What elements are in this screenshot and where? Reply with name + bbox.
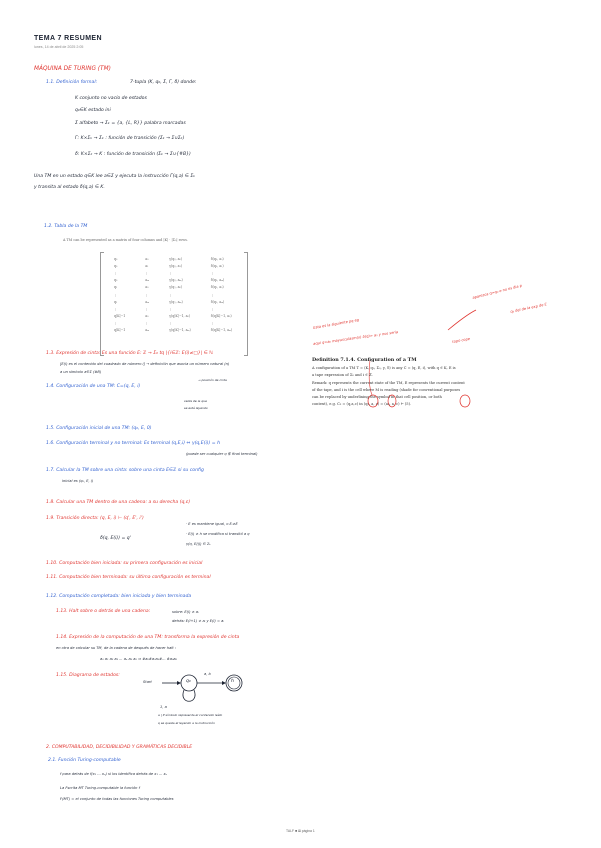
definition-line: a tape expression of Σ₀ and i ∈ ℤ. (312, 373, 373, 377)
s19-note: γ(q, E(i)) ∈ Σₖ (186, 542, 211, 546)
s19-eq: δ(q, E(i)) = q' (100, 536, 131, 541)
table-cell: ⋮ (145, 270, 149, 275)
table-cell: aₘ (145, 278, 150, 283)
section-1-title: MÁQUINA DE TURING (TM) (34, 66, 111, 72)
table-cell: δ(q₁, aₘ) (210, 299, 225, 304)
table-cell: ⋮ (169, 292, 173, 297)
annotation-left: Esta es la siguiente pq eg (313, 317, 360, 330)
q0-label: q₀ (186, 679, 191, 684)
s113-line: 1.13. Halt sobre o detrás de una cadena: (56, 609, 151, 614)
diagram-note: q se queda el leyendo a la instrucción (158, 721, 215, 725)
table-cell: ⋮ (114, 306, 118, 311)
table-cell: q₀ (114, 256, 118, 261)
section-1-2-title: 1.2. Tabla de la TM (44, 224, 88, 229)
annotation-left-2: aqui q=a₀ mayusculasm(x) δ(q)= a₁ y nos seria (313, 330, 399, 346)
table-cell: δ(q|K|−1, a₀) (210, 314, 232, 319)
table-cell: γ(q₀, a₁) (169, 263, 183, 268)
s19-note: · E es mantiene igual, o Eᵢ≠E (186, 522, 238, 526)
annotation-arrow-up (448, 310, 476, 330)
table-row (108, 277, 246, 284)
s18-line: 1.8. Calcular una TM dentro de una cadena: a su derecha (q,ε) (46, 500, 191, 505)
s21-item: F(MT) = el conjunto de todas las funciones Turing computables (60, 797, 174, 801)
table-cell: ⋮ (145, 306, 149, 311)
page-footer: TALF ■ ⊠ página 1 (286, 829, 315, 833)
table-row (108, 291, 246, 298)
state-h (226, 675, 242, 691)
table-cell: δ(q|K|−1, aₘ) (210, 328, 233, 333)
table-cell: a₀ (145, 285, 149, 290)
s115-line: 1.15. Diagrama de estados: (56, 673, 120, 678)
table-cell: δ(q₁, a₀) (210, 285, 224, 290)
s16-note: (puede ser cualquier q ∉ final terminal) (186, 452, 258, 456)
table-cell: ⋮ (210, 321, 214, 326)
table-cell: ⋮ (210, 270, 214, 275)
s21-item: f para detrás de f(x₁ ... xₙ) si los identifica detrás de x₁ ... xₙ (60, 772, 168, 776)
s112-line: 1.12. Computación completada: bien iniciada y bien terminada (46, 594, 192, 599)
table-cell: ⋮ (169, 321, 173, 326)
s14-note: se está leyendo (184, 406, 208, 410)
table-cell: q₀ (114, 278, 118, 283)
table-cell: q|K|−1 (114, 328, 126, 333)
section-2-title: 2. COMPUTABILIDAD, DECIDIBILIDAD Y GRAMÁTICAS DECIDIBLE (46, 745, 193, 750)
s14-note: celda de la que (184, 399, 208, 403)
diagram-note: a | P símbolo representa el contenido leído (158, 713, 223, 717)
definition-line: Remark: q represents the current state of the TM, E represents the current content (312, 381, 465, 385)
table-row (108, 327, 246, 334)
table-row (108, 262, 246, 269)
table-cell: δ(q₀, a₀) (210, 256, 224, 261)
table-cell: γ(q|K|−1, a₀) (169, 314, 191, 319)
annotation-arrows (300, 300, 500, 410)
s113-note: detrás: E(i+1) ≠ aᵢ y E(i) = aᵢ (172, 619, 224, 623)
section-1-1-tuple: 7-tupla (K, q₀, Σ, Γ, δ) donde: (130, 80, 197, 85)
s16-line: 1.6. Configuración terminal y no terminal: Es terminal (q,E,i) ⇔ γ(q,E(i)) = h (46, 441, 220, 446)
definition-line: A configuration of a TM T = ⟨K, q₀, Σ₀, γ, δ⟩ is any C = (q, E, i), with q ∈ K, E is (312, 366, 456, 370)
s21-item: La Fscrita MT Turing-computable la función f (60, 786, 140, 790)
s17-note: inicial es (q₀, E, i) (62, 479, 94, 483)
s14-line: 1.4. Configuración de una TM: C=(q, E, i) (46, 384, 141, 389)
edge-label: a, b (204, 672, 211, 676)
s11-item: δ: K×Σₖ → K : función de transición (Σₖ → Σ∪{#B}) (75, 152, 191, 157)
h-label: h (231, 679, 234, 684)
annotation-right-2: q₀ del de la exp de E (510, 302, 548, 314)
table-cell: aₘ (145, 299, 150, 304)
table-cell: ⋮ (210, 306, 214, 311)
annotation-circle (460, 395, 470, 407)
definition-line: of the tape, and i is the cell where M is reading (shade for conventional purposes (312, 388, 461, 392)
s114-line-2: en otra de calcular su TM, de la cadena de después de hacer halt : (56, 646, 177, 650)
table-row (108, 255, 246, 262)
table-cell: ⋮ (145, 292, 149, 297)
table-cell: γ(q₀, a₀) (169, 256, 183, 261)
annotation-left-3: topo cope (452, 336, 471, 344)
s11-item: K conjunto no vacío de estados (75, 96, 147, 101)
table-cell: ⋮ (114, 270, 118, 275)
table-row (108, 298, 246, 305)
definition-line: context), e.g. C₂ = (q,a,c) in (q₂, a, c) = (a₀, a, c) ⊢ (5). (312, 402, 412, 406)
s15-line: 1.5. Configuración inicial de una TM: (q₀, E, 0) (46, 426, 152, 431)
page-title: TEMA 7 RESUMEN (34, 35, 102, 42)
diagram-start-label: Start (143, 680, 152, 684)
table-row (108, 284, 246, 291)
s17-line: 1.7. Calcular la TM sobre una cinta: sobre una cinta E∈ℤ si su config (46, 468, 204, 473)
transition-arrowhead (222, 681, 226, 685)
annotation-right: aparezca q=q₀ e no es dia p (472, 283, 523, 300)
table-row (108, 269, 246, 276)
start-arrowhead (177, 681, 181, 685)
table-cell: ⋮ (145, 321, 149, 326)
table-row (108, 320, 246, 327)
table-cell: a₀ (145, 314, 149, 319)
table-cell: ⋮ (114, 292, 118, 297)
s11-note: Una TM en un estado q∈K lee a∈Σ y ejecuta la instrucción Γ(q,a) ∈ Σₖ (34, 174, 196, 179)
state-h-inner (228, 677, 240, 689)
table-cell: q|K|−1 (114, 314, 126, 319)
table-cell: δ(q₀, a₁) (210, 263, 224, 268)
s110-line: 1.10. Computación bien iniciada: su primera configuración es inicial (46, 561, 203, 566)
table-caption: A TM can be represented as a matrix of four columns and |K| · |Σ₀| rows. (63, 238, 188, 242)
s13-line-2: [E(i) es el contenido del cuadrado de número i] → definición que asocia un número natural (n) (60, 362, 230, 366)
definition-title: Definition 7.1.4. Configuration of a TM (312, 357, 417, 363)
s11-note: y transita al estado δ(q,a) ∈ K. (34, 185, 105, 190)
loop-label: 1, a (160, 705, 167, 709)
tm-table (108, 255, 246, 334)
self-loop (183, 690, 195, 701)
s13-line (46, 351, 213, 356)
table-cell: q₀ (114, 263, 118, 268)
table-cell: ⋮ (169, 306, 173, 311)
table-row (108, 313, 246, 320)
s113-note: sobre: E(i) ≠ aᵢ (172, 610, 199, 614)
definition-line: can be replaced by underlining the symbol in that cell position, or both (312, 395, 442, 399)
s114-line: 1.14. Expresión de la computación de una TM: transforma la expresión de cinta (56, 635, 240, 640)
table-row (108, 305, 246, 312)
table-cell: aₘ (145, 328, 150, 333)
s114-line-3: a₀ a₁ a₂ a₃ ... aₙ a₀ a₀ ⇒ #a₀#a₁a₀#... #a₀a₀ (100, 657, 178, 661)
table-cell: q₁ (114, 285, 118, 290)
s19-line: 1.9. Transición directa: (q, E, i) ⊢ (q', E', i') (46, 516, 144, 521)
s11-item: Γ: K×Σₖ → Σₖ : función de transición (Σₖ → Σ∪Σₖ) (75, 136, 185, 141)
table-cell: γ(q₁, aₘ) (169, 299, 183, 304)
page-meta: lunes, 14 de abril de 2025 2:05 (34, 45, 84, 49)
table-cell: q₁ (114, 299, 118, 304)
s11-item: Σ alfabeto → Σₖ = {a, {L, R}} palabra marcadas (75, 121, 186, 126)
section-2-1-title: 2.1. Función Turing-computable (48, 758, 121, 763)
s14-note: → posición de cinta (198, 378, 227, 382)
s13-line-3: a un símbolo a∈Σ (#B) (60, 370, 102, 374)
table-cell: a₁ (145, 263, 149, 268)
section-1-1-title: 1.1. Definición formal: (46, 80, 98, 85)
matrix-left-bracket (100, 252, 104, 356)
table-cell: a₀ (145, 256, 149, 261)
s13-text: 1.3. Expresión de cinta: Es una función E: ℤ → Σ₀ tq |{i∈ℤ: E(i)≠□}| ∈ ℕ (46, 351, 213, 356)
s11-item: q₀∈K estado ini (75, 108, 111, 113)
table-cell: γ(q₁, a₀) (169, 285, 183, 290)
s111-line: 1.11. Computación bien terminada: su última configuración es terminal (46, 575, 211, 580)
table-cell: ⋮ (169, 270, 173, 275)
table-cell: ⋮ (210, 292, 214, 297)
table-cell: γ(q|K|−1, aₘ) (169, 328, 191, 333)
s19-note: · E(i) ≠ h se modifica si transitó a q (186, 532, 250, 536)
table-cell: γ(q₀, aₘ) (169, 278, 183, 283)
table-cell: δ(q₀, aₘ) (210, 278, 225, 283)
table-cell: ⋮ (114, 321, 118, 326)
